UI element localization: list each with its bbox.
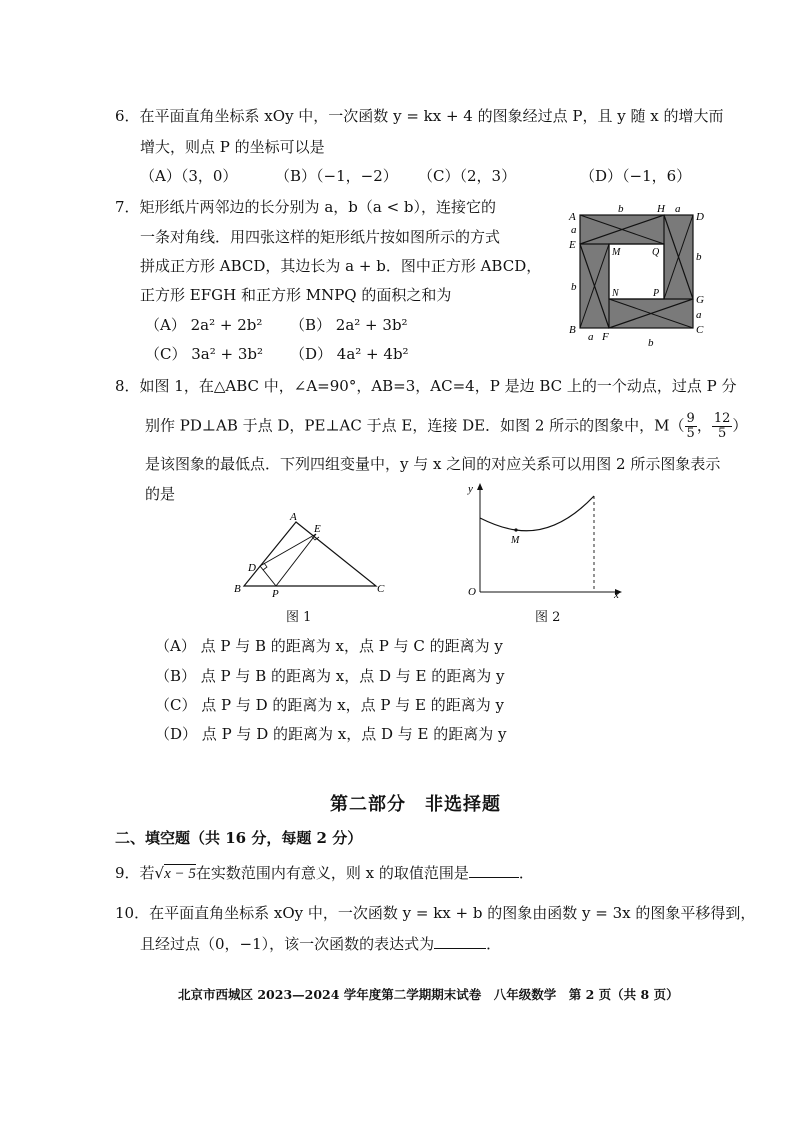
m-y-num: 12 [713, 411, 731, 426]
m-x-num: 9 [686, 411, 695, 426]
label-M: M [612, 247, 621, 258]
m-x-den: 5 [686, 426, 695, 441]
label-H: H [657, 203, 665, 215]
fig2-caption: 图 2 [535, 610, 561, 625]
fig2-label-O: O [468, 586, 476, 598]
q8-line4: 的是 [145, 485, 176, 503]
fig1-caption: 图 1 [286, 610, 312, 625]
q10-line1: 10．在平面直角坐标系 xOy 中，一次函数 y = kx + b 的图象由函数 y = 3x 的图象平移得到， [115, 904, 756, 922]
fig1-label-B: B [234, 583, 241, 595]
fig2-label-M: M [511, 535, 520, 546]
q10-answer-blank[interactable] [434, 933, 486, 949]
q9-radicand: x − 5 [164, 866, 196, 882]
label-A: A [569, 211, 576, 223]
label-N: N [612, 288, 619, 299]
q9-suffix: 在实数范围内有意义，则 x 的取值范围是 [195, 864, 469, 882]
q7-option-d: （D） 4a² + 4b² [290, 345, 409, 363]
m-y-den: 5 [717, 426, 727, 441]
q7-option-c: （C） 3a² + 3b² [145, 345, 264, 363]
label-a-right: a [696, 309, 702, 321]
fig2-label-x: x [614, 589, 619, 600]
part2-title: 第二部分 非选择题 [330, 794, 501, 815]
fill-in-heading: 二、填空题（共 16 分，每题 2 分） [115, 829, 363, 847]
label-b-left: b [571, 281, 577, 293]
q8-line2 [145, 412, 747, 441]
q9-line [115, 862, 534, 884]
q10-end: ． [486, 935, 502, 953]
q8-line2-text: 别作 PD⊥AB 于点 D，PE⊥AC 于点 E，连接 DE．如图 2 所示的图象中，M（ [145, 416, 685, 435]
q6-option-a: （A）（3，0） [140, 167, 238, 185]
sqrt-sign: √ [154, 864, 165, 882]
fig1-label-E: E [314, 523, 321, 535]
q7-option-a: （A） 2a² + 2b² [145, 316, 263, 334]
q10-line2-text: 且经过点（0，−1），该一次函数的表达式为 [140, 935, 435, 953]
q6-line2: 增大，则点 P 的坐标可以是 [140, 138, 325, 156]
q8-option-a: （A） 点 P 与 B 的距离为 x，点 P 与 C 的距离为 y [155, 637, 503, 655]
q8-option-d: （D） 点 P 与 D 的距离为 x，点 D 与 E 的距离为 y [155, 725, 507, 743]
q7-line2: 一条对角线．用四张这样的矩形纸片按如图所示的方式 [140, 228, 501, 246]
q8-line3: 是该图象的最低点．下列四组变量中，y 与 x 之间的对应关系可以用图 2 所示图象表示 [145, 455, 721, 473]
q7-line3: 拼成正方形 ABCD，其边长为 a + b．图中正方形 ABCD， [140, 257, 542, 275]
q9-answer-blank[interactable] [469, 862, 519, 878]
q8-line1: 8．如图 1，在△ABC 中，∠A=90°，AB=3，AC=4，P 是边 BC 上的一个动点，过点 P 分 [115, 377, 737, 395]
label-C: C [696, 324, 704, 336]
m-close: ） [732, 416, 748, 435]
label-a-left: a [571, 224, 577, 236]
q8-option-c: （C） 点 P 与 D 的距离为 x，点 P 与 E 的距离为 y [155, 696, 505, 714]
q10-line2 [140, 933, 501, 954]
page-footer: 北京市西城区 2023—2024 学年度第二学期期末试卷 八年级数学 第 2 页（共 8 页） [178, 987, 679, 1002]
q9-prefix: 9．若 [115, 864, 155, 882]
q6-option-b: （B）（−1，−2） [275, 167, 398, 185]
label-G: G [696, 294, 704, 306]
label-b-bottom: b [648, 337, 654, 348]
q6-option-d: （D）（−1，6） [580, 167, 692, 185]
fig1-label-C: C [377, 583, 385, 595]
m-y-fraction [712, 412, 733, 441]
label-E: E [569, 239, 576, 251]
fig2-label-y: y [468, 483, 473, 495]
q7-square-figure [560, 200, 710, 348]
fig1-label-A: A [290, 511, 297, 523]
label-Q: Q [652, 247, 660, 258]
q6-option-c: （C）（2，3） [418, 167, 517, 185]
q7-option-b: （B） 2a² + 3b² [290, 316, 408, 334]
q8-figure-1-triangle [230, 510, 400, 600]
label-P: P [653, 288, 660, 299]
label-a-top: a [675, 203, 681, 215]
fig1-label-P: P [272, 588, 279, 600]
q9-end: ． [518, 864, 534, 882]
label-b-right: b [696, 251, 702, 263]
label-B: B [569, 324, 576, 336]
label-D: D [696, 211, 704, 223]
m-comma: ， [696, 416, 712, 435]
fig1-label-D: D [248, 562, 256, 574]
q7-line4: 正方形 EFGH 和正方形 MNPQ 的面积之和为 [140, 286, 452, 304]
q7-line1: 7．矩形纸片两邻边的长分别为 a，b（a < b），连接它的 [115, 198, 497, 216]
q6-line1: 6．在平面直角坐标系 xOy 中，一次函数 y = kx + 4 的图象经过点 P，且 y 随 x 的增大而 [115, 107, 724, 125]
label-F: F [602, 331, 609, 343]
q8-figure-2-graph [460, 480, 630, 600]
label-b-top: b [618, 203, 624, 215]
q8-option-b: （B） 点 P 与 B 的距离为 x，点 D 与 E 的距离为 y [155, 667, 505, 685]
label-a-bottom: a [588, 331, 594, 343]
m-x-fraction [685, 412, 697, 441]
